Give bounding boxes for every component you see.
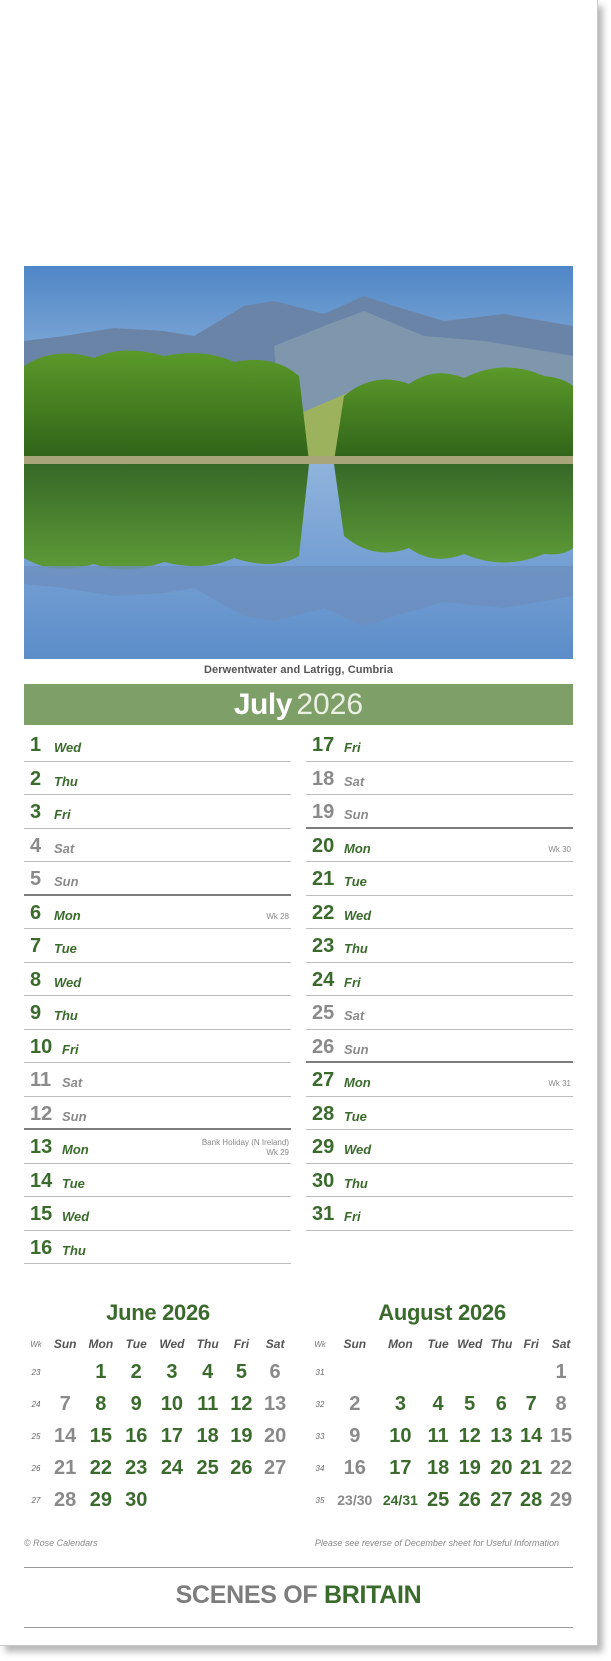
day-number: 15: [30, 1203, 53, 1225]
mini-date-cell: [258, 1484, 292, 1516]
mini-date-cell: 25: [196, 1456, 219, 1479]
mini-week-row: [308, 1388, 576, 1420]
mini-date-cell: 24/31: [382, 1492, 418, 1508]
day-note-line: Bank Holiday (N Ireland): [201, 1138, 289, 1147]
day-number: 7: [30, 935, 42, 957]
day-weekday: Fri: [344, 740, 361, 755]
mini-date-cell: 5: [464, 1392, 476, 1415]
day-note-line: Wk 31: [548, 1079, 571, 1088]
day-column-right: [306, 728, 573, 1231]
mini-date-cell: 6: [495, 1392, 507, 1415]
day-weekday: Tue: [344, 1108, 367, 1124]
day-row: [24, 728, 291, 762]
mini-week-number: 33: [315, 1431, 325, 1441]
day-weekday: Fri: [344, 1209, 361, 1224]
mini-date-cell: [486, 1356, 516, 1388]
photo-caption: Derwentwater and Latrigg, Cumbria: [203, 664, 394, 676]
mini-week-row: [24, 1420, 292, 1452]
day-weekday: Tue: [54, 941, 77, 956]
mini-week-row: [308, 1452, 576, 1484]
day-weekday: Wed: [344, 1142, 372, 1157]
mini-date-cell: 29: [549, 1488, 573, 1511]
mini-week-number: 34: [315, 1463, 325, 1473]
mini-date-cell: [48, 1356, 82, 1388]
day-weekday: Fri: [62, 1041, 79, 1057]
day-weekday: Thu: [344, 941, 368, 956]
day-number: 3: [30, 801, 42, 823]
day-row: [24, 1030, 291, 1064]
day-row: [306, 862, 573, 896]
brand-title-part1: SCENES OF: [175, 1581, 318, 1609]
mini-date-cell: 22: [89, 1456, 112, 1479]
mini-date-cell: 24: [160, 1456, 184, 1479]
week-number-note: Wk 29: [266, 1148, 289, 1157]
mini-date-cell: 14: [54, 1424, 77, 1447]
day-number: 26: [312, 1035, 335, 1058]
mini-weekday-header: Sun: [343, 1337, 367, 1351]
mini-date-cell: 27: [490, 1488, 513, 1511]
day-number: 23: [312, 935, 335, 957]
day-row: [24, 963, 291, 997]
day-row: [306, 728, 573, 762]
mini-date-cell: 17: [389, 1456, 412, 1479]
day-weekday: Sun: [344, 1041, 369, 1057]
mini-week-row: [24, 1452, 292, 1484]
mini-date-cell: [423, 1356, 453, 1388]
mini-date-cell: 21: [54, 1456, 77, 1479]
day-weekday: Sat: [54, 840, 75, 856]
day-number: 17: [312, 734, 335, 756]
mini-date-cell: 16: [125, 1424, 148, 1447]
day-row: [24, 929, 291, 963]
mini-date-cell: 3: [166, 1360, 178, 1383]
mini-date-cell: 20: [263, 1424, 287, 1447]
day-number: 2: [30, 767, 42, 790]
mini-date-cell: [225, 1484, 259, 1516]
day-row: [306, 1063, 573, 1097]
day-row: [306, 1097, 573, 1131]
footer-divider-top: [24, 1567, 573, 1568]
mini-date-cell: 9: [349, 1424, 361, 1447]
mini-weekday-header: Fri: [523, 1337, 539, 1351]
mini-week-number: 32: [315, 1399, 325, 1409]
mini-calendar-august: [308, 1300, 576, 1516]
day-number: 22: [312, 901, 335, 924]
mini-date-cell: 19: [230, 1424, 253, 1447]
mini-weekday-header: Fri: [233, 1337, 250, 1351]
mini-date-cell: [453, 1356, 486, 1388]
mini-week-row: [308, 1420, 576, 1452]
mini-date-cell: 4: [432, 1392, 444, 1415]
mini-date-cell: 18: [196, 1424, 219, 1447]
mini-weekday-header: Wed: [457, 1337, 483, 1351]
day-row: [306, 929, 573, 963]
mini-date-cell: 2: [349, 1392, 361, 1415]
mini-week-number: 26: [31, 1463, 41, 1473]
day-number: 6: [30, 901, 42, 924]
day-weekday: Thu: [344, 1175, 368, 1191]
day-number: 24: [312, 968, 335, 991]
day-number: 14: [30, 1169, 53, 1192]
mini-date-cell: 30: [125, 1488, 148, 1511]
mini-date-cell: 29: [89, 1488, 112, 1511]
mini-week-number: 23: [31, 1367, 41, 1377]
mini-date-cell: 20: [490, 1456, 513, 1479]
mini-date-cell: [153, 1484, 191, 1516]
day-weekday: Sat: [344, 773, 365, 789]
day-row: [306, 1164, 573, 1198]
mini-date-cell: [516, 1356, 546, 1388]
mini-date-cell: 4: [202, 1360, 214, 1383]
day-weekday: Sat: [344, 1008, 365, 1023]
day-number: 29: [312, 1136, 335, 1158]
day-row: [24, 762, 291, 796]
mini-date-cell: 17: [160, 1424, 184, 1447]
mini-weekday-header: Mon: [388, 1337, 413, 1351]
landscape-photo: [24, 266, 573, 659]
day-row: [24, 1164, 291, 1198]
mini-date-cell: 7: [59, 1392, 71, 1415]
mini-date-cell: 3: [394, 1392, 406, 1415]
mini-week-row: [24, 1388, 292, 1420]
day-number: 30: [312, 1169, 335, 1192]
mini-week-row: [24, 1356, 292, 1388]
brand-title: [24, 1581, 573, 1610]
mini-date-cell: 11: [427, 1424, 449, 1447]
day-row: [24, 1231, 291, 1265]
month-name: July: [233, 688, 292, 721]
mini-week-row: [308, 1356, 576, 1388]
day-weekday: Wed: [62, 1209, 90, 1224]
mini-header-row: [24, 1332, 292, 1356]
day-row: [24, 795, 291, 829]
copyright-text: © Rose Calendars: [24, 1538, 98, 1548]
mini-date-cell: 27: [263, 1456, 287, 1479]
day-note: [548, 1079, 571, 1089]
mini-week-number: 31: [315, 1367, 325, 1377]
day-note: [202, 1138, 289, 1158]
mini-date-cell: 8: [95, 1392, 107, 1415]
day-number: 27: [312, 1069, 335, 1091]
mini-date-cell: 25: [426, 1488, 450, 1511]
mini-calendar-title: June 2026: [106, 1300, 210, 1325]
day-row: [306, 963, 573, 997]
mini-date-cell: 14: [520, 1424, 543, 1447]
mini-weekday-header: Sat: [265, 1337, 285, 1351]
day-weekday: Thu: [54, 1008, 78, 1023]
mini-date-cell: 12: [230, 1392, 253, 1415]
day-weekday: Sun: [344, 807, 369, 822]
day-row: [24, 1130, 291, 1164]
mini-date-cell: 10: [389, 1424, 412, 1447]
mini-weekday-header: Sat: [551, 1337, 571, 1351]
day-row: [24, 1063, 291, 1097]
mini-date-cell: 28: [520, 1488, 543, 1511]
mini-date-cell: 26: [458, 1488, 481, 1511]
month-year: 2026: [296, 688, 364, 721]
mini-week-number: 27: [31, 1495, 41, 1505]
day-note-line: Wk 28: [266, 911, 289, 921]
day-row: [24, 1097, 291, 1131]
day-row: [24, 1197, 291, 1231]
mini-header-row: [308, 1332, 576, 1356]
mini-date-cell: 28: [54, 1488, 77, 1511]
mini-date-cell: 15: [89, 1424, 112, 1447]
mini-calendar-grid: [308, 1332, 576, 1516]
mini-week-row: [24, 1484, 292, 1516]
day-weekday: Mon: [54, 907, 81, 923]
mini-date-cell: 10: [160, 1392, 184, 1415]
day-weekday: Mon: [344, 840, 371, 856]
mini-date-cell: 7: [525, 1392, 537, 1415]
day-row: [306, 762, 573, 796]
mini-week-row: [308, 1484, 576, 1516]
mini-date-cell: 23/30: [337, 1492, 373, 1508]
mini-weekday-header: Sun: [53, 1337, 77, 1351]
day-weekday: Thu: [54, 773, 78, 789]
day-row: [24, 862, 291, 896]
day-number: 1: [30, 734, 42, 756]
day-row: [306, 1030, 573, 1064]
day-row: [306, 1197, 573, 1231]
mini-weekday-header: Thu: [490, 1337, 513, 1351]
day-note: [548, 845, 571, 855]
day-note-line: Wk 30: [548, 844, 571, 854]
mini-calendar-june: [24, 1300, 292, 1516]
mini-weekday-header: Wk: [30, 1339, 42, 1349]
mini-date-cell: 18: [426, 1456, 450, 1479]
useful-info-note: Please see reverse of December sheet for Useful Information: [314, 1538, 559, 1548]
mini-date-cell: 12: [458, 1424, 481, 1447]
day-weekday: Thu: [62, 1242, 86, 1258]
day-number: 5: [30, 868, 42, 890]
mini-date-cell: 11: [197, 1392, 219, 1415]
day-column-left: [24, 728, 291, 1264]
mini-date-cell: 15: [549, 1424, 573, 1447]
day-row: [306, 996, 573, 1030]
mini-week-number: 35: [315, 1495, 325, 1505]
mini-date-cell: 2: [130, 1360, 142, 1383]
day-row: [306, 829, 573, 863]
day-number: 19: [312, 801, 335, 823]
day-number: 21: [312, 868, 335, 890]
mini-date-cell: 19: [458, 1456, 481, 1479]
day-number: 18: [312, 767, 335, 790]
day-row: [24, 896, 291, 930]
day-number: 9: [30, 1002, 42, 1024]
footer-divider-bottom: [24, 1627, 573, 1628]
mini-date-cell: 26: [230, 1456, 253, 1479]
month-header: [24, 684, 573, 725]
day-row: [306, 896, 573, 930]
mini-weekday-header: Wed: [159, 1337, 185, 1351]
day-weekday: Fri: [344, 974, 361, 990]
day-weekday: Sun: [54, 874, 79, 889]
mini-date-cell: [332, 1356, 378, 1388]
day-weekday: Sat: [62, 1075, 83, 1090]
day-number: 4: [30, 834, 42, 857]
day-number: 13: [30, 1136, 53, 1158]
day-row: [24, 996, 291, 1030]
mini-weekday-header: Wk: [314, 1339, 326, 1349]
day-weekday: Fri: [54, 807, 71, 822]
day-number: 28: [312, 1102, 335, 1125]
mini-weekday-header: Thu: [196, 1337, 219, 1351]
mini-date-cell: 8: [555, 1392, 567, 1415]
day-number: 12: [30, 1102, 53, 1125]
day-number: 31: [312, 1203, 335, 1225]
day-row: [306, 795, 573, 829]
mini-date-cell: 5: [235, 1360, 247, 1383]
day-weekday: Tue: [344, 874, 367, 889]
day-number: 16: [30, 1236, 53, 1259]
mini-date-cell: 21: [520, 1456, 543, 1479]
mini-date-cell: 13: [490, 1424, 513, 1447]
mini-date-cell: 1: [95, 1360, 107, 1383]
mini-date-cell: [378, 1356, 424, 1388]
brand-title-part2: BRITAIN: [324, 1581, 422, 1609]
day-weekday: Mon: [62, 1142, 89, 1157]
day-weekday: Wed: [54, 974, 82, 990]
mini-date-cell: 23: [125, 1456, 148, 1479]
mini-weekday-header: Tue: [427, 1337, 449, 1351]
day-weekday: Sun: [62, 1108, 87, 1124]
day-note: [266, 912, 289, 922]
mini-date-cell: 9: [130, 1392, 142, 1415]
day-number: 25: [312, 1002, 335, 1024]
mini-week-number: 25: [31, 1431, 41, 1441]
mini-date-cell: 22: [549, 1456, 573, 1479]
mini-date-cell: 1: [555, 1360, 567, 1383]
day-row: [24, 829, 291, 863]
mini-date-cell: 13: [263, 1392, 287, 1415]
day-number: 20: [312, 834, 335, 857]
day-weekday: Wed: [344, 907, 372, 923]
day-weekday: Mon: [344, 1075, 371, 1090]
mini-date-cell: [191, 1484, 225, 1516]
day-weekday: Tue: [62, 1175, 85, 1191]
mini-week-number: 24: [31, 1399, 41, 1409]
day-number: 11: [30, 1069, 52, 1091]
day-row: [306, 1130, 573, 1164]
mini-date-cell: 16: [343, 1456, 366, 1479]
mini-weekday-header: Mon: [88, 1337, 114, 1351]
day-weekday: Wed: [54, 740, 82, 755]
mini-calendar-grid: [24, 1332, 292, 1516]
mini-weekday-header: Tue: [125, 1337, 147, 1351]
day-number: 10: [30, 1035, 53, 1058]
day-number: 8: [30, 968, 42, 991]
mini-date-cell: 6: [269, 1360, 281, 1383]
mini-calendar-title: August 2026: [378, 1300, 506, 1325]
